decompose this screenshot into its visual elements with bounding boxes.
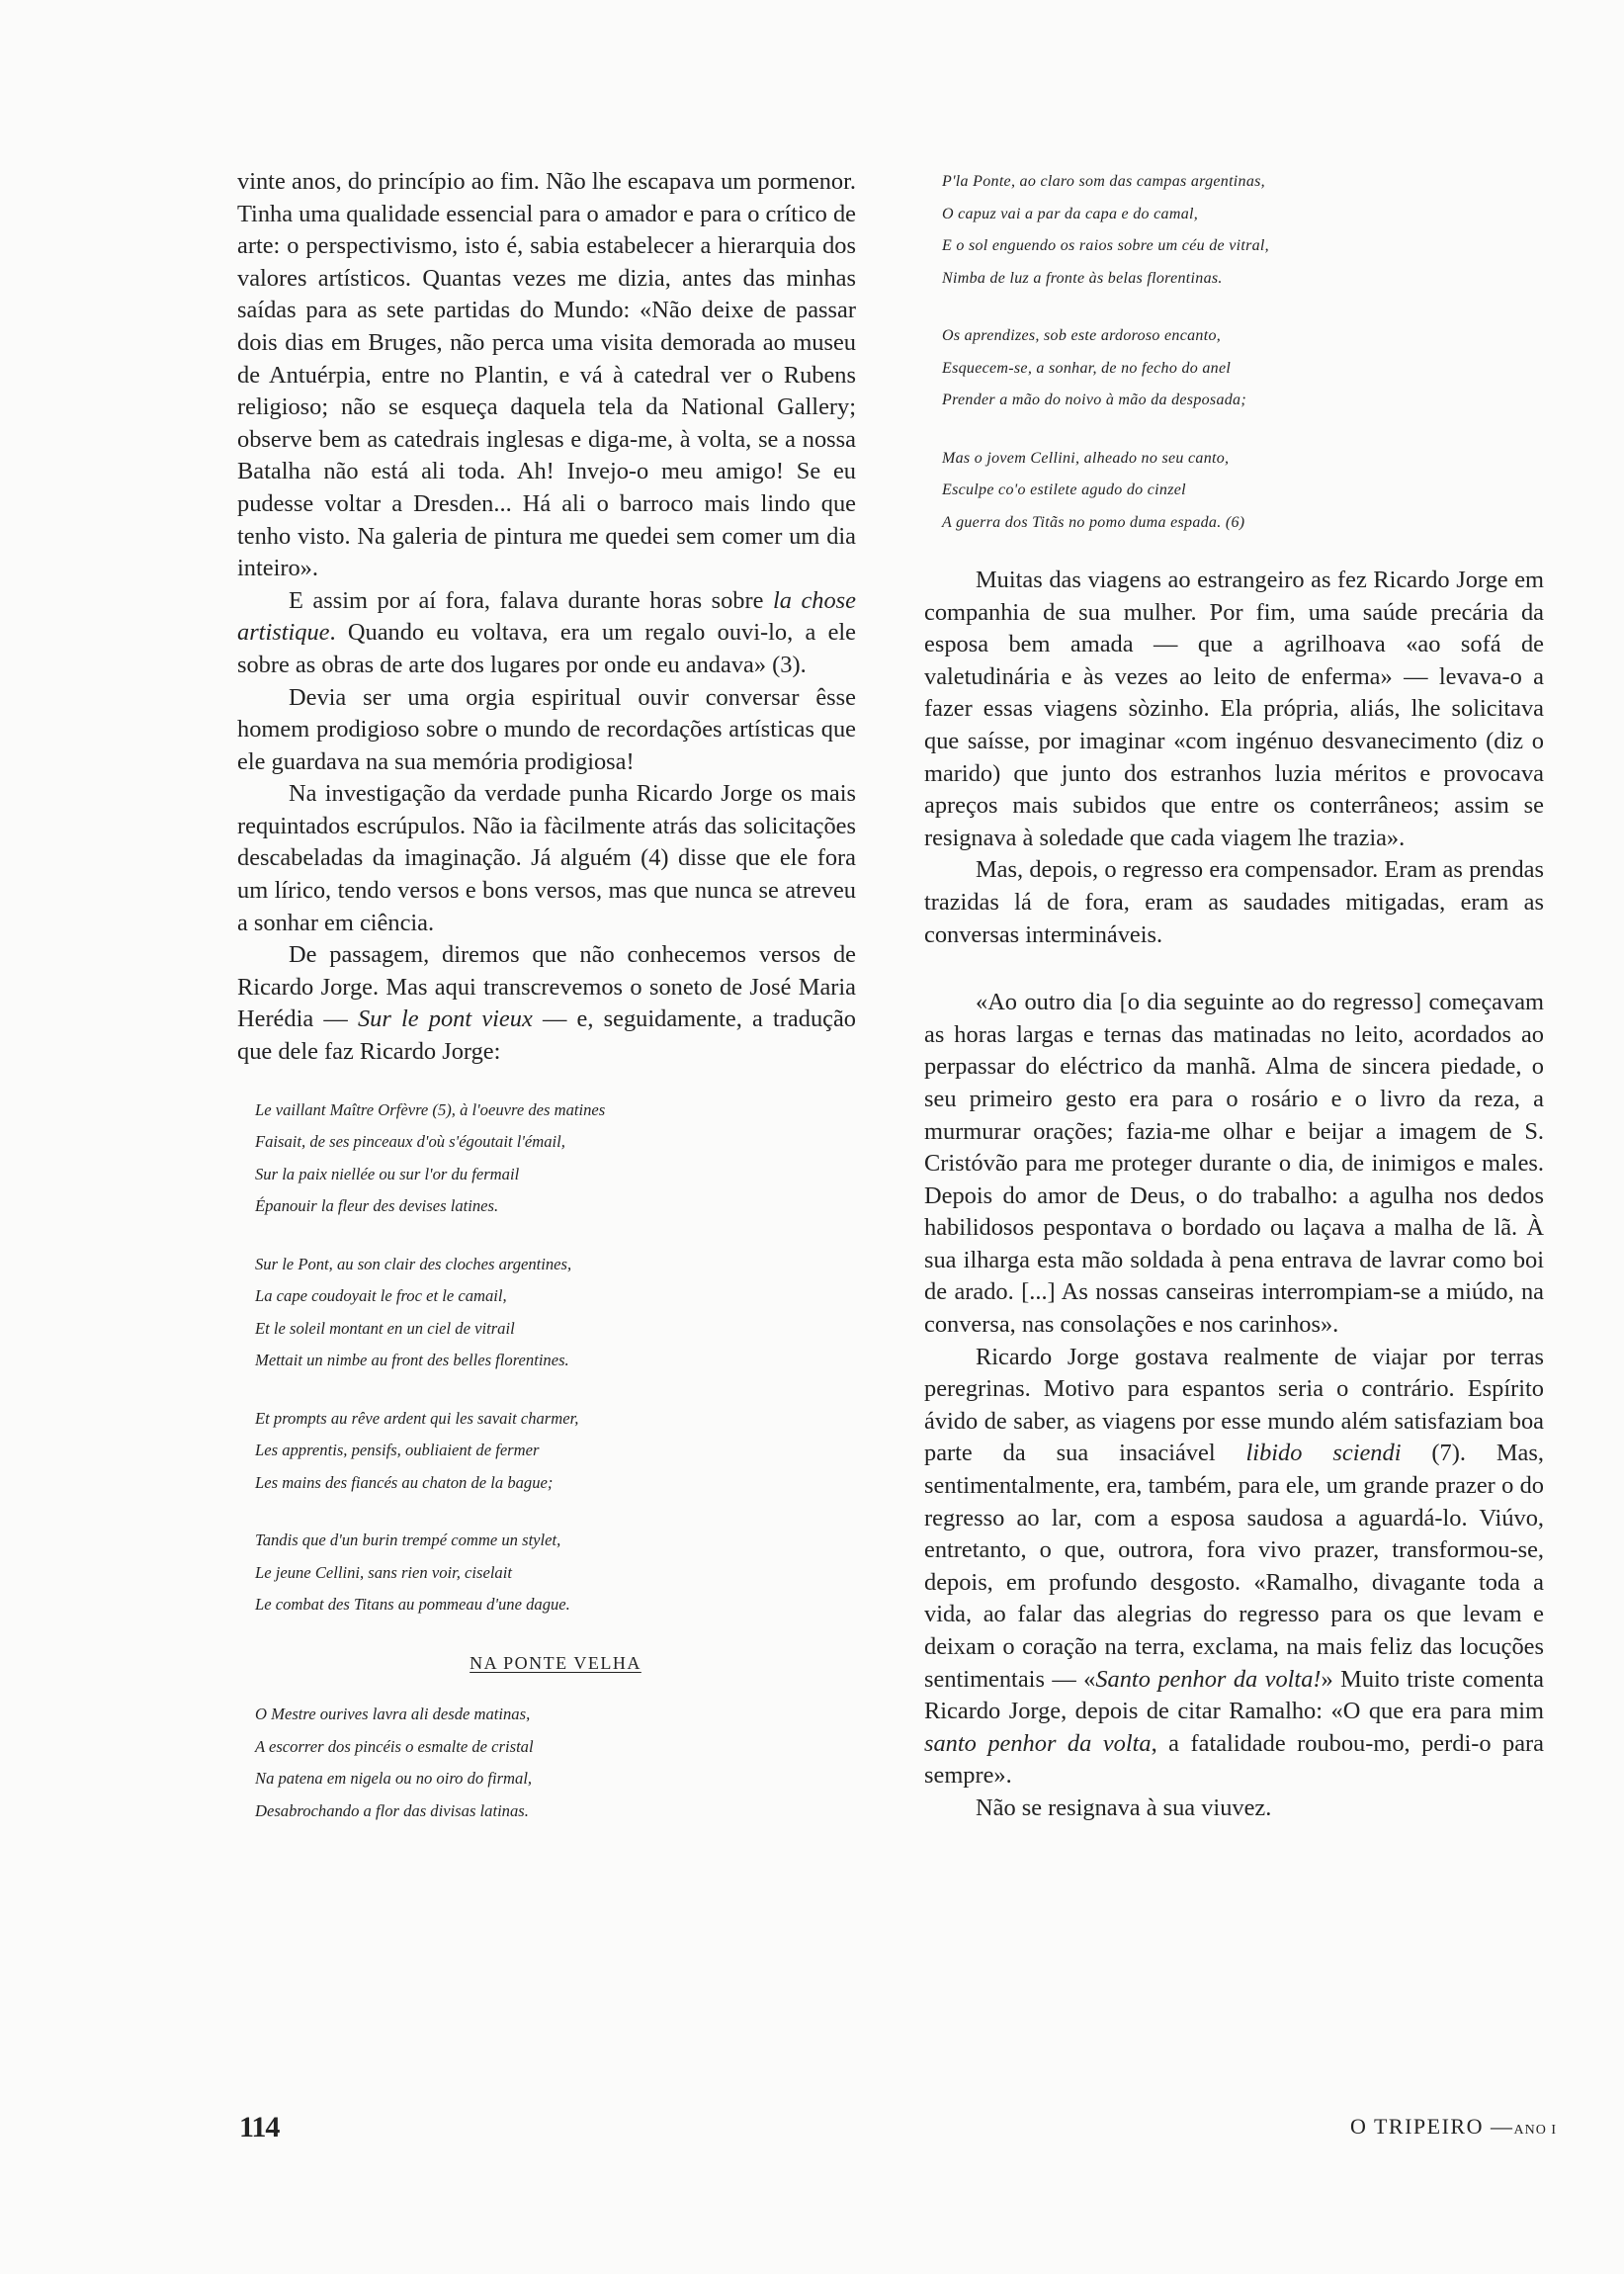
verse-line: Le combat des Titans au pommeau d'une dague. — [255, 1595, 570, 1615]
left-column — [237, 166, 856, 1853]
footnote-ref: (3) — [772, 651, 801, 678]
verse-line: E o sol enguendo os raios sobre um céu de vitral, — [942, 237, 1269, 254]
right-column — [924, 166, 1544, 1825]
verse-line: Épanouir la fleur des devises latines. — [255, 1196, 499, 1216]
italic-phrase: la chose artistique — [237, 586, 856, 647]
text-span: E assim por aí fora, falava durante horas sobre — [289, 586, 773, 614]
verse-line: A escorrer dos pincéis o esmalte de cristal — [255, 1736, 534, 1756]
paragraph — [924, 1342, 1544, 1793]
verse-line: O Mestre ourives lavra ali desde matinas, — [255, 1705, 531, 1724]
verse-line: Tandis que d'un burin trempé comme un stylet, — [255, 1531, 561, 1550]
sonnet-translation — [942, 166, 1544, 539]
verse-line: La cape coudoyait le froc et le camail, — [255, 1286, 507, 1306]
text-span: Na investigação da verdade punha Ricardo Jorge os mais requintados escrúpulos. Não ia fàcilmente atrás das solicitações descabeladas da imaginação. Já alguém — [237, 780, 856, 872]
paragraph: vinte anos, do princípio ao fim. Não lhe escapava um pormenor. Tinha uma qualidade essencial para o amador e para o crítico de arte: o perspectivismo, isto é, sabia estabelecer a hierarquia dos valores artísticos. Quantas vezes me dizia, antes das minhas saídas para as sete partidas do Mundo: «Não deixe de passar dois dias em Bruges, não perca uma visita demorada ao museu de Antuérpia, entre no Plantin, e vá à catedral ver o Rubens religioso; não se esqueça daquela tela da National Gallery; observe bem as catedrais inglesas e diga-me, à volta, se a nossa Batalha não está ali toda. Ah! Invejo-o meu amigo! Se eu pudesse voltar a Dresden... Há ali o barroco mais lindo que tenho visto. Na galeria de pintura me quedei sem comer um dia inteiro». — [237, 168, 856, 582]
text-span: . — [800, 651, 807, 678]
translation-title-text: NA PONTE VELHA — [470, 1652, 641, 1673]
verse-line: Os aprendizes, sob este ardoroso encanto, — [942, 327, 1222, 344]
text-span: — e, seguidamente, a tradução que dele faz Ricardo Jorge: — [237, 1006, 856, 1066]
stanza — [942, 166, 1544, 295]
verse-line: A guerra dos Titãs no pomo duma espada. (6) — [942, 513, 1245, 531]
journal-name: O TRIPEIRO — — [1350, 2114, 1514, 2139]
verse-line: Mas o jovem Cellini, alheado no seu canto, — [942, 449, 1230, 467]
footnote-ref: (7) — [1401, 1440, 1460, 1467]
verse-line: P'la Ponte, ao claro som das campas argentinas, — [942, 173, 1265, 190]
italic-phrase: Sur le pont vieux — [357, 1006, 533, 1033]
text-span: De passagem, diremos que não conhecemos versos de Ricardo Jorge. Mas aqui transcrevemos o soneto de José Maria Herédia — — [237, 941, 856, 1033]
italic-phrase: libido sciendi — [1245, 1440, 1402, 1467]
sonnet-french — [255, 1094, 856, 1828]
volume-label: ANO I — [1513, 2123, 1557, 2138]
verse-line: Sur la paix niellée ou sur l'or du fermail — [255, 1164, 520, 1183]
text-span: , a fatalidade roubou-mo, perdi-o para sempre». — [924, 1729, 1545, 1790]
paragraph: Muitas das viagens ao estrangeiro as fez Ricardo Jorge em companhia de sua mulher. Por fim, uma saúde precária da esposa bem amada — que a agrilhoava «ao sofá de valetudinária e às vezes ao leito de enferma» — levava-o a fazer essas viagens sòzinho. Ela própria, aliás, lhe solicitava que saísse, por imaginar «com ingénuo desvanecimento (diz o marido) que junto dos estranhos luzia méritos e provocava apreços mais subidos que entre os conterrâneos; assim se resignava à soledade que cada viagem lhe trazia». — [924, 567, 1544, 851]
verse-line: Le jeune Cellini, sans rien voir, ciselait — [255, 1562, 512, 1582]
verse-line: Nimba de luz a fronte às belas florentinas. — [942, 269, 1223, 287]
stanza — [255, 1094, 856, 1223]
verse-line: Et le soleil montant en un ciel de vitrail — [255, 1318, 515, 1338]
verse-line: Mettait un nimbe au front des belles florentines. — [255, 1351, 569, 1370]
verse-line: Les apprentis, pensifs, oubliaient de fermer — [255, 1441, 540, 1460]
paragraph — [237, 939, 856, 1068]
text-span: disse que ele fora um lírico, tendo versos e bons versos, mas que nunca se atreveu a sonhar em ciência. — [237, 844, 856, 936]
stanza — [255, 1699, 856, 1827]
verse-line: Prender a mão do noivo à mão da desposada; — [942, 392, 1246, 408]
paragraph — [237, 585, 856, 682]
verse-line: Sur le Pont, au son clair des cloches argentines, — [255, 1254, 572, 1273]
verse-line: O capuz vai a par da capa e do camal, — [942, 205, 1199, 222]
stanza — [255, 1249, 856, 1377]
page-number: 114 — [239, 2111, 280, 2143]
verse-line: Et prompts au rêve ardent qui les savait charmer, — [255, 1408, 579, 1428]
footnote-ref: (4) — [641, 844, 669, 872]
text-span: . Quando eu voltava, era um regalo ouvi-lo, a ele sobre as obras de arte dos lugares por onde eu andava» — [237, 619, 856, 678]
running-footer — [1350, 2114, 1557, 2140]
paragraph: Não se resignava à sua viuvez. — [976, 1793, 1272, 1821]
stanza — [255, 1525, 856, 1621]
translation-title — [255, 1647, 856, 1680]
stanza — [942, 443, 1544, 540]
verse-line: Desabrochando a flor das divisas latinas. — [255, 1800, 529, 1820]
paragraph: Mas, depois, o regresso era compensador. Eram as prendas trazidas lá de fora, eram as saudades mitigadas, eram as conversas intermináveis. — [924, 856, 1544, 948]
text-span: » Muito triste comenta Ricardo Jorge, depois de citar Ramalho: «O que era para mim — [924, 1665, 1544, 1725]
quote-paragraph: «Ao outro dia [o dia seguinte ao do regresso] começavam as horas largas e ternas das matinadas no leito, acordados ao perpassar do eléctrico da manhã. Alma de sincera piedade, o seu primeiro gesto era para o rosário e o livro da reza, a murmurar orações; fazia-me olhar e beijar a imagem de S. Cristóvão para me proteger durante o dia, de inimigos e males. Depois do amor de Deus, o do trabalho: a agulha nos dedos habilidosos pespontava o bordado ou laçava a malha de lã. À sua ilharga esta mão soldada à pena entrava de lavrar como boi de arado. [...] As nossas canseiras interrompiam-se a miúdo, na conversa, nas consolações e nos carinhos». — [924, 989, 1544, 1339]
left-prose — [237, 166, 856, 1069]
stanza — [942, 320, 1544, 417]
verse-line: Esquecem-se, a sonhar, de no fecho do anel — [942, 359, 1232, 377]
verse-line: Les mains des fiancés au chaton de la bague; — [255, 1472, 554, 1492]
paragraph — [237, 778, 856, 939]
paragraph-gap — [924, 951, 1544, 987]
verse-line: Le vaillant Maître Orfèvre (5), à l'oeuvre des matines — [255, 1099, 606, 1119]
verse-line: Esculpe co'o estilete agudo do cinzel — [942, 481, 1186, 498]
verse-line: Na patena em nigela ou no oiro do firmal, — [255, 1769, 533, 1789]
paragraph: Devia ser uma orgia espiritual ouvir conversar êsse homem prodigioso sobre o mundo de recordações artísticas que ele guardava na sua memória prodigiosa! — [237, 683, 856, 775]
verse-line: Faisait, de ses pinceaux d'où s'égoutait l'émail, — [255, 1132, 565, 1152]
stanza — [255, 1403, 856, 1500]
text-span: Ricardo Jorge gostava realmente de viajar por terras peregrinas. Motivo para espantos seria o contrário. Espírito ávido de saber, as viagens por esse mundo além satisfaziam boa parte da sua insaciável — [924, 1343, 1544, 1467]
text-span: . Mas, sentimentalmente, era, também, para ele, um grande prazer o do regresso ao lar, com a esposa saudosa a aguardá-lo. Viúvo, entretanto, o que, outrora, fora vivo prazer, transformou-se, depois, em profundo desgosto. «Ramalho, divagante toda a vida, ao falar das alegrias do regresso para os que levam e deixam o coração na terra, exclama, na mais feliz das locuções sentimentais — « — [924, 1440, 1544, 1693]
italic-phrase: Santo penhor da volta! — [1095, 1665, 1322, 1693]
italic-phrase: santo penhor da volta — [924, 1729, 1152, 1757]
right-prose — [924, 565, 1544, 1825]
